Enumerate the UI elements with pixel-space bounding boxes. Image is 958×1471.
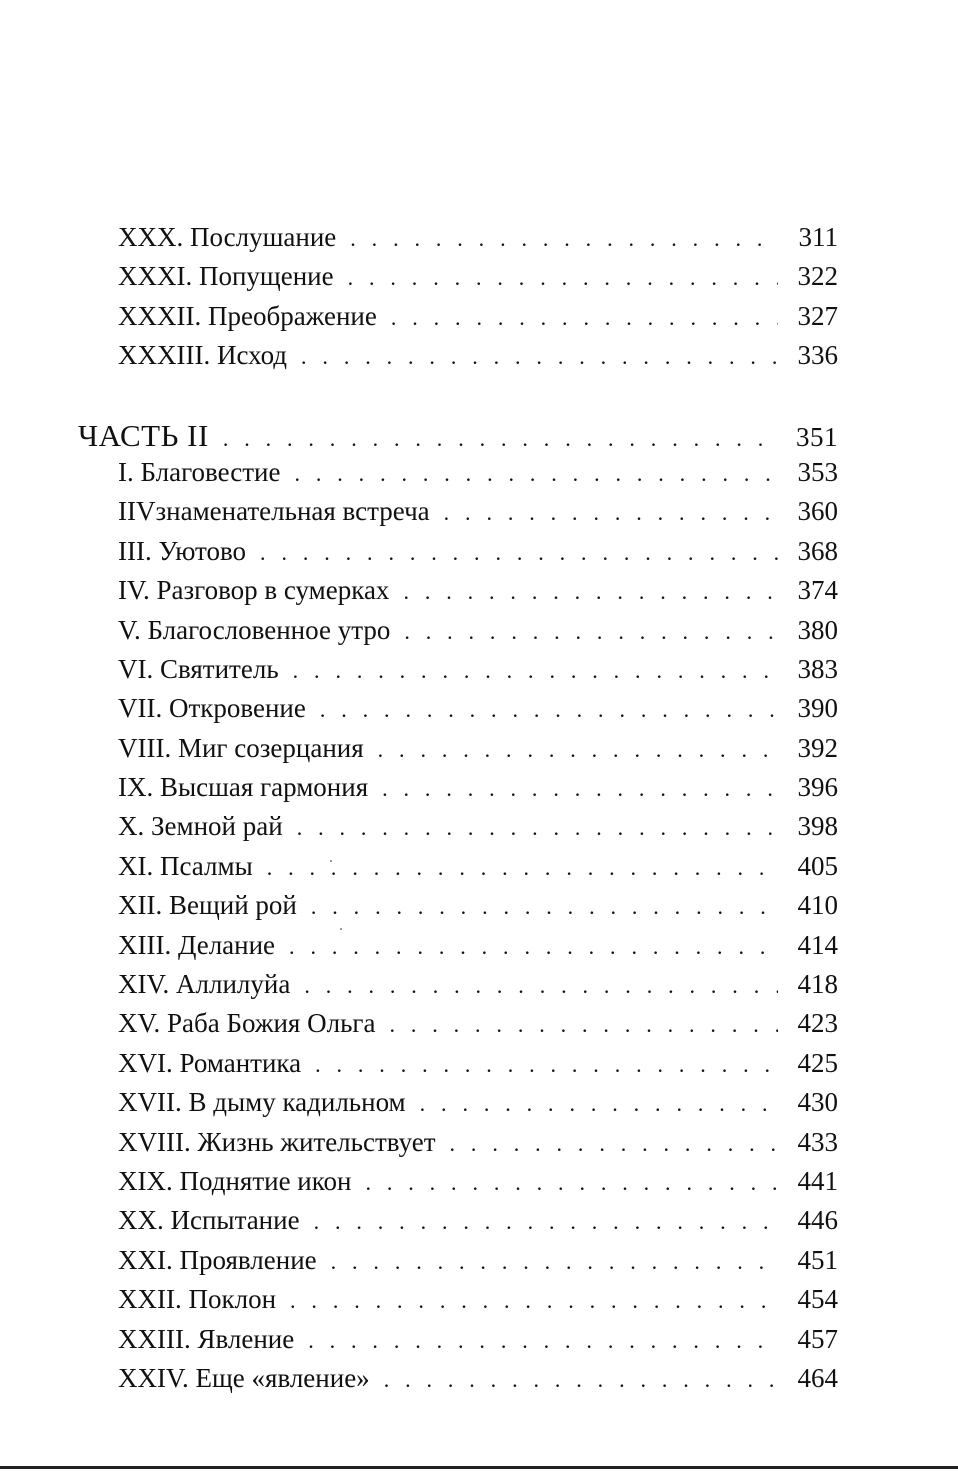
page-bottom-rule	[0, 1466, 958, 1469]
dot-leader	[290, 1288, 778, 1314]
toc-page-number: 353	[797, 456, 838, 487]
dot-leader	[378, 737, 778, 763]
toc-chapter-entry	[78, 1324, 838, 1363]
dot-leader	[304, 973, 778, 999]
dot-leader	[308, 1328, 778, 1354]
toc-entry-title: XV. Раба Божия Ольга	[118, 1008, 376, 1039]
table-of-contents	[78, 222, 838, 1402]
toc-entry-title: VIII. Миг созерцания	[118, 732, 364, 763]
toc-page-number: 368	[797, 535, 838, 566]
toc-chapter-entry	[78, 301, 838, 340]
toc-chapter-entry	[78, 1048, 838, 1087]
dot-leader	[289, 934, 778, 960]
toc-page-number: 398	[797, 811, 838, 842]
dot-leader	[301, 344, 778, 370]
toc-chapter-entry	[78, 615, 838, 654]
dot-leader	[450, 1131, 778, 1157]
toc-entry-title: XXII. Поклон	[118, 1284, 277, 1315]
toc-entry-title: XI. Псалмы	[118, 850, 253, 881]
toc-entry-title: XII. Вещий рой	[118, 890, 297, 921]
toc-page-number: 390	[797, 693, 838, 724]
dot-leader	[444, 500, 778, 526]
toc-entry-title: XVIII. Жизнь жительствует	[118, 1126, 436, 1157]
toc-page-number: 410	[797, 890, 838, 921]
toc-part-entry	[78, 418, 838, 457]
toc-chapter-entry	[78, 575, 838, 614]
toc-page-number: 392	[797, 732, 838, 763]
dot-leader	[348, 265, 778, 291]
toc-entry-title: V. Благословенное утро	[118, 614, 391, 645]
dot-leader	[311, 894, 778, 920]
toc-entry-title: XXXI. Попущение	[118, 261, 334, 292]
toc-entry-title: XIII. Делание	[118, 929, 276, 960]
dot-leader	[404, 619, 778, 645]
toc-page-number: 451	[797, 1244, 838, 1275]
toc-chapter-entry	[78, 654, 838, 693]
toc-page-number: 454	[797, 1284, 838, 1315]
toc-chapter-entry	[78, 1166, 838, 1205]
toc-chapter-entry	[78, 457, 838, 496]
toc-page-number: 464	[797, 1362, 838, 1393]
toc-chapter-entry	[78, 811, 838, 850]
toc-page-number: 336	[797, 340, 838, 371]
toc-entry-title: ЧАСТЬ II	[78, 417, 209, 453]
toc-page-number: 433	[797, 1126, 838, 1157]
toc-page-number: 423	[797, 1008, 838, 1039]
toc-entry-title: IX. Высшая гармония	[118, 772, 369, 803]
toc-entry-title: X. Земной рай	[118, 811, 283, 842]
toc-entry-title: IIVзнаменательная встреча	[118, 496, 430, 527]
dot-leader	[420, 1091, 778, 1117]
toc-chapter-entry	[78, 930, 838, 969]
dot-leader	[315, 1052, 778, 1078]
toc-page-number: 414	[797, 929, 838, 960]
dot-leader	[320, 697, 778, 723]
toc-page-number: 322	[797, 261, 838, 292]
toc-entry-title: XVI. Романтика	[118, 1047, 302, 1078]
dot-leader	[382, 776, 778, 802]
toc-chapter-entry	[78, 733, 838, 772]
toc-chapter-entry	[78, 1205, 838, 1244]
toc-entry-title: IV. Разговор в сумерках	[118, 575, 390, 606]
dot-leader	[350, 226, 778, 252]
toc-page-number: 457	[797, 1323, 838, 1354]
dot-leader	[294, 461, 778, 487]
toc-chapter-entry	[78, 1087, 838, 1126]
toc-chapter-entry	[78, 969, 838, 1008]
toc-entry-title: I. Благовестие	[118, 456, 281, 487]
toc-chapter-entry	[78, 1245, 838, 1284]
dot-leader	[267, 855, 778, 881]
dot-leader	[314, 1209, 778, 1235]
toc-chapter-entry	[78, 693, 838, 732]
print-speck	[340, 928, 342, 930]
print-speck	[330, 860, 332, 862]
toc-entry-title: XXXIII. Исход	[118, 340, 288, 371]
toc-page-number: 446	[797, 1205, 838, 1236]
toc-entry-title: XXIII. Явление	[118, 1323, 295, 1354]
toc-page-number: 311	[798, 222, 838, 252]
dot-leader	[403, 579, 778, 605]
toc-page-number: 351	[796, 421, 838, 452]
toc-page-number: 360	[797, 496, 838, 527]
toc-chapter-entry	[78, 496, 838, 535]
toc-chapter-entry	[78, 890, 838, 929]
toc-page-number: 441	[797, 1165, 838, 1196]
toc-entry-title: XXXII. Преображение	[118, 300, 377, 331]
toc-chapter-entry	[78, 772, 838, 811]
toc-page-number: 383	[797, 653, 838, 684]
dot-leader	[260, 540, 778, 566]
toc-entry-title: XIX. Поднятие икон	[118, 1165, 352, 1196]
toc-entry-title: XXIV. Еще «явление»	[118, 1362, 370, 1393]
dot-leader	[384, 1367, 778, 1393]
toc-chapter-entry	[78, 1127, 838, 1166]
dot-leader	[391, 305, 778, 331]
toc-entry-title: XX. Испытание	[118, 1205, 300, 1236]
toc-page-number: 374	[797, 575, 838, 606]
toc-chapter-entry	[78, 851, 838, 890]
dot-leader	[293, 658, 778, 684]
dot-leader	[365, 1170, 778, 1196]
toc-entry-title: VI. Святитель	[118, 653, 279, 684]
toc-chapter-entry	[78, 1008, 838, 1047]
toc-entry-title: XVII. В дыму кадильном	[118, 1087, 406, 1118]
toc-chapter-entry	[78, 261, 838, 300]
toc-page-number: 327	[797, 300, 838, 331]
toc-page-number: 418	[797, 969, 838, 1000]
toc-chapter-entry	[78, 222, 838, 261]
toc-entry-title: VII. Откровение	[118, 693, 306, 724]
dot-leader	[223, 426, 778, 452]
toc-page-number: 405	[797, 850, 838, 881]
toc-entry-title: XIV. Аллилуйа	[118, 969, 291, 1000]
toc-chapter-entry	[78, 340, 838, 379]
toc-entry-title: XXX. Послушание	[118, 222, 337, 252]
toc-page-number: 396	[797, 772, 838, 803]
toc-chapter-entry	[78, 1284, 838, 1323]
dot-leader	[331, 1249, 778, 1275]
toc-entry-title: XXI. Проявление	[118, 1244, 317, 1275]
toc-chapter-entry	[78, 1363, 838, 1402]
toc-page-number: 430	[797, 1087, 838, 1118]
toc-page-number: 425	[797, 1047, 838, 1078]
toc-page-number: 380	[797, 614, 838, 645]
dot-leader	[297, 815, 778, 841]
toc-chapter-entry	[78, 536, 838, 575]
toc-entry-title: III. Уютово	[118, 535, 247, 566]
dot-leader	[389, 1012, 778, 1038]
